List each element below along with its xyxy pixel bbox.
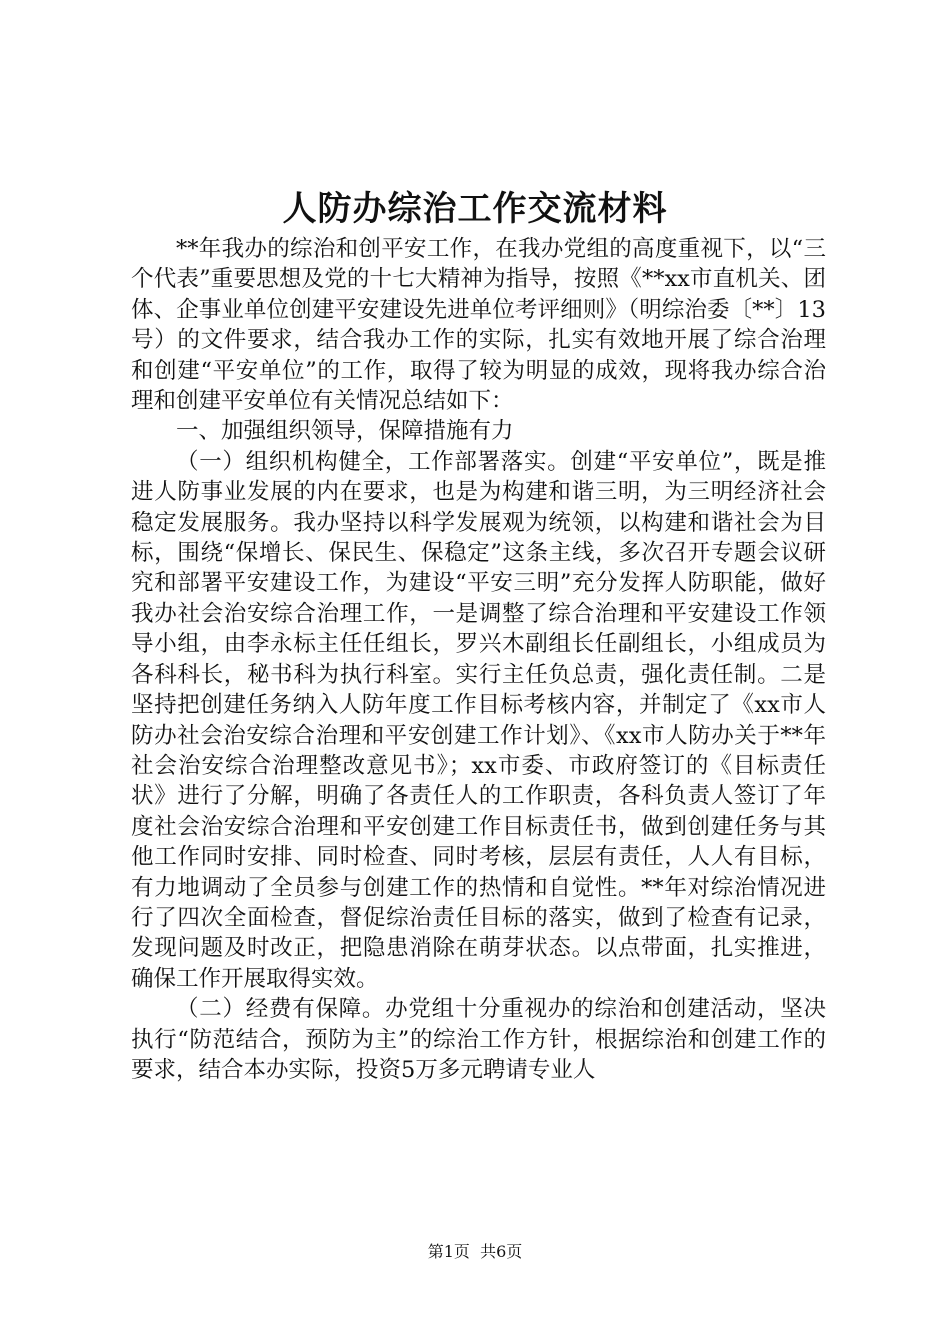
- document-title: 人防办综治工作交流材料: [282, 189, 668, 229]
- footer-spacer: [470, 1242, 480, 1261]
- total-pages: 共6页: [480, 1242, 523, 1261]
- document-body: [131, 234, 826, 1085]
- section-heading-1: 一、加强组织领导，保障措施有力: [176, 418, 514, 445]
- paragraph-organization: （一）组织机构健全，工作部署落实。创建“平安单位”，既是推进人防事业发展的内在要求，也是为构建和谐三明，为三明经济社会稳定发展服务。我办坚持以科学发展观为统领，以构建和谐社会为目标，围绕“保增长、保民生、保稳定”这条主线，多次召开专题会议研究和部署平安建设工作，为建设“平安三明”充分发挥人防职能，做好我办社会治安综合治理工作，一是调整了综合治理和平安建设工作领导小组，由李永标主任任组长，罗兴木副组长任副组长，小组成员为各科科长，秘书科为执行科室。实行主任负总责，强化责任制。二是坚持把创建任务纳入人防年度工作目标考核内容，并制定了《xx市人防办社会治安综合治理和平安创建工作计划》、《xx市人防办关于**年社会治安综合治理整改意见书》；xx市委、市政府签订的《目标责任状》进行了分解，明确了各责任人的工作职责，各科负责人签订了年度社会治安综合治理和平安创建工作目标责任书，做到创建任务与其他工作同时安排、同时检查、同时考核，层层有责任，人人有目标，有力地调动了全员参与创建工作的热情和自觉性。**年对综治情况进行了四次全面检查，督促综治责任目标的落实，做到了检查有记录，发现问题及时改正，把隐患消除在萌芽状态。以点带面，扎实推进，确保工作开展取得实效。: [131, 448, 826, 992]
- paragraph-funding: （二）经费有保障。办党组十分重视办的综治和创建活动，坚决执行“防范结合，预防为主”的综治工作方针，根据综治和创建工作的要求，结合本办实际，投资5万多元聘请专业人: [131, 996, 826, 1083]
- page-number: 第1页: [427, 1242, 470, 1261]
- page-footer: [0, 1241, 950, 1263]
- paragraph-intro: **年我办的综治和创平安工作，在我办党组的高度重视下，以“三个代表”重要思想及党的十七大精神为指导，按照《**xx市直机关、团体、企事业单位创建平安建设先进单位考评细则》（明综治委〔**〕13号）的文件要求，结合我办工作的实际，扎实有效地开展了综合治理和创建“平安单位”的工作，取得了较为明显的成效，现将我办综合治理和创建平安单位有关情况总结如下：: [131, 236, 826, 415]
